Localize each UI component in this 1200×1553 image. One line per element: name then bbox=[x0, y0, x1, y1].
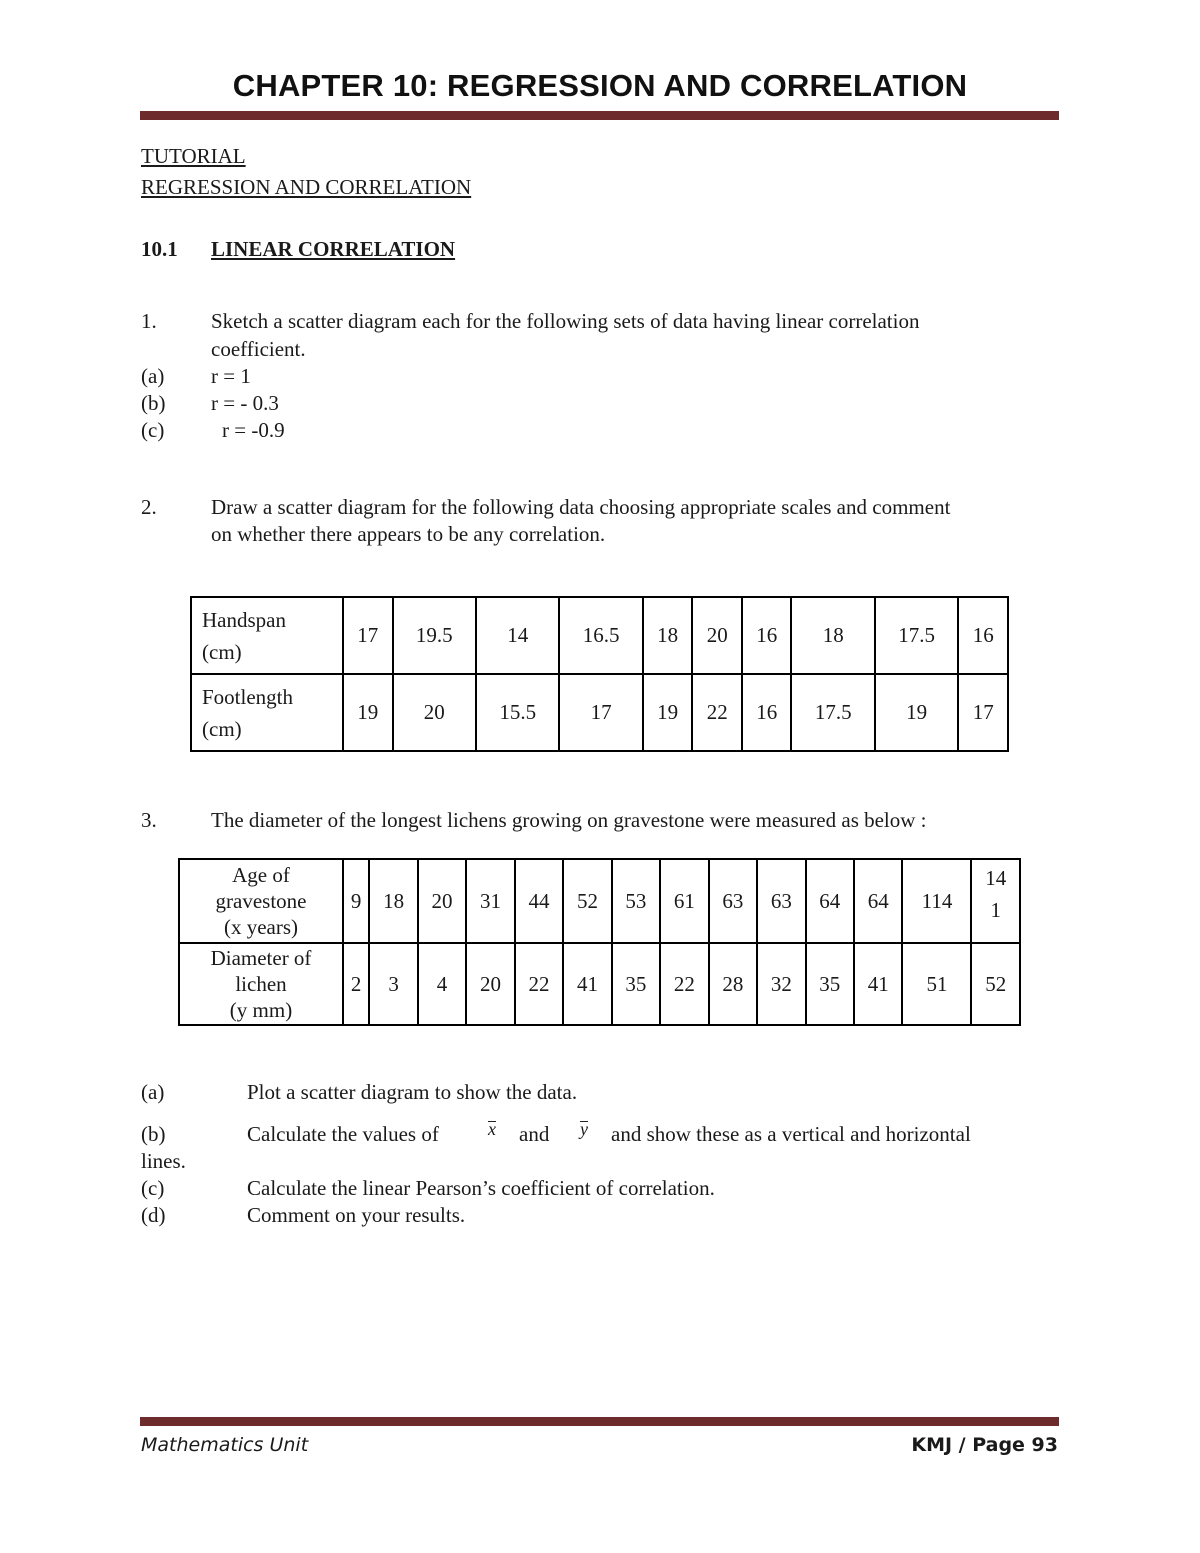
table-cell: 114 bbox=[902, 859, 971, 943]
q1-part-text: r = - 0.3 bbox=[211, 391, 279, 415]
table-cell: 35 bbox=[806, 943, 854, 1025]
row-header-age bbox=[179, 859, 343, 943]
row-header-line: Diameter of bbox=[210, 946, 312, 970]
q3-part-b-text2: and show these as a vertical and horizontal bbox=[611, 1122, 971, 1146]
table-cell: 19.5 bbox=[393, 597, 476, 674]
table-row bbox=[179, 943, 1020, 1025]
q1-number: 1. bbox=[141, 309, 157, 333]
table-cell: 64 bbox=[806, 859, 854, 943]
table-cell: 14 bbox=[476, 597, 559, 674]
row-header-line: Age of bbox=[232, 863, 290, 887]
table-cell: 64 bbox=[854, 859, 902, 943]
table-row bbox=[179, 859, 1020, 943]
q3-part-d-label: (d) bbox=[141, 1203, 166, 1227]
table-cell: 31 bbox=[466, 859, 514, 943]
table-cell: 22 bbox=[660, 943, 708, 1025]
table-cell: 52 bbox=[563, 859, 611, 943]
table-cell: 63 bbox=[709, 859, 757, 943]
q3-part-b-text3: lines. bbox=[141, 1149, 186, 1173]
header-rule bbox=[140, 111, 1059, 120]
q3-part-b-text1: Calculate the values of bbox=[247, 1122, 439, 1146]
table-cell: 2 bbox=[343, 943, 369, 1025]
q3-part-a-label: (a) bbox=[141, 1080, 165, 1104]
q2-text-line1: Draw a scatter diagram for the following data choosing appropriate scales and comment bbox=[211, 495, 951, 519]
table-cell: 16 bbox=[742, 597, 792, 674]
q1-part-text: r = 1 bbox=[211, 364, 251, 388]
q1-text-line2: coefficient. bbox=[211, 337, 306, 361]
table-cell: 17.5 bbox=[791, 674, 874, 751]
table-cell: 20 bbox=[692, 597, 742, 674]
cell-line: 14 bbox=[985, 866, 1007, 890]
table-cell: 9 bbox=[343, 859, 369, 943]
q3-part-b-label: (b) bbox=[141, 1122, 166, 1146]
section-title: LINEAR CORRELATION bbox=[211, 237, 456, 261]
table-cell: 18 bbox=[643, 597, 693, 674]
row-header-line: (cm) bbox=[202, 716, 242, 741]
table-cell: 4 bbox=[418, 943, 466, 1025]
table-cell: 17 bbox=[559, 674, 642, 751]
table-cell: 52 bbox=[971, 943, 1020, 1025]
table-cell: 3 bbox=[369, 943, 417, 1025]
q2-number: 2. bbox=[141, 495, 157, 519]
table-row bbox=[191, 674, 1008, 751]
lichen-table bbox=[178, 858, 1021, 1026]
table-cell: 53 bbox=[612, 859, 660, 943]
x-bar-symbol bbox=[488, 1116, 496, 1141]
table-row bbox=[191, 597, 1008, 674]
q1-part-text: r = -0.9 bbox=[222, 418, 285, 442]
table-cell: 17.5 bbox=[875, 597, 958, 674]
table-cell: 19 bbox=[875, 674, 958, 751]
table-cell: 22 bbox=[515, 943, 563, 1025]
row-header-line: Handspan bbox=[202, 607, 286, 632]
q3-part-d-text: Comment on your results. bbox=[247, 1203, 466, 1227]
q1-part-label: (b) bbox=[141, 391, 166, 415]
table-cell: 16 bbox=[742, 674, 792, 751]
y-bar: y bbox=[580, 1119, 588, 1139]
y-bar-symbol bbox=[580, 1116, 588, 1141]
row-header-line: lichen bbox=[235, 972, 287, 996]
q3-part-c-label: (c) bbox=[141, 1176, 165, 1200]
table-cell: 32 bbox=[757, 943, 805, 1025]
x-bar: x bbox=[488, 1119, 496, 1139]
table-cell: 19 bbox=[343, 674, 393, 751]
row-header-line: Footlength bbox=[202, 684, 294, 709]
q2-text-line2: on whether there appears to be any correlation. bbox=[211, 522, 606, 546]
subtitle-heading: REGRESSION AND CORRELATION bbox=[141, 175, 472, 199]
table-cell: 63 bbox=[757, 859, 805, 943]
table-cell: 35 bbox=[612, 943, 660, 1025]
chapter-title: CHAPTER 10: REGRESSION AND CORRELATION bbox=[232, 68, 968, 103]
table-cell: 20 bbox=[466, 943, 514, 1025]
table-cell: 61 bbox=[660, 859, 708, 943]
q1-part-label: (a) bbox=[141, 364, 165, 388]
section-number: 10.1 bbox=[141, 237, 178, 261]
table-cell: 17 bbox=[343, 597, 393, 674]
cell-line: 1 bbox=[990, 898, 1001, 922]
footer-unit: Mathematics Unit bbox=[141, 1434, 309, 1456]
table-cell: 41 bbox=[854, 943, 902, 1025]
row-header-line: gravestone bbox=[215, 889, 307, 913]
q3-text: The diameter of the longest lichens growing on gravestone were measured as below : bbox=[211, 808, 927, 832]
row-header-line: (cm) bbox=[202, 639, 242, 664]
table-cell: 41 bbox=[563, 943, 611, 1025]
handspan-footlength-table bbox=[190, 596, 1009, 752]
tutorial-heading: TUTORIAL bbox=[141, 144, 246, 168]
table-cell: 16 bbox=[958, 597, 1008, 674]
q3-part-b-and: and bbox=[519, 1122, 550, 1146]
q1-text-line1: Sketch a scatter diagram each for the following sets of data having linear correlation bbox=[211, 309, 920, 333]
table-cell: 19 bbox=[643, 674, 693, 751]
table-cell bbox=[971, 859, 1020, 943]
table-cell: 22 bbox=[692, 674, 742, 751]
table-cell: 18 bbox=[791, 597, 874, 674]
row-header-handspan bbox=[191, 597, 343, 674]
footer-rule bbox=[140, 1417, 1059, 1426]
table-cell: 15.5 bbox=[476, 674, 559, 751]
table-cell: 16.5 bbox=[559, 597, 642, 674]
table-cell: 51 bbox=[902, 943, 971, 1025]
q3-part-a-text: Plot a scatter diagram to show the data. bbox=[247, 1080, 578, 1104]
table-cell: 28 bbox=[709, 943, 757, 1025]
row-header-line: (y mm) bbox=[229, 998, 293, 1022]
row-header-footlength bbox=[191, 674, 343, 751]
footer-page-number: KMJ / Page 93 bbox=[911, 1434, 1058, 1456]
q1-part-label: (c) bbox=[141, 418, 165, 442]
q3-part-c-text: Calculate the linear Pearson’s coefficient of correlation. bbox=[247, 1176, 715, 1200]
table-cell: 20 bbox=[418, 859, 466, 943]
table-cell: 20 bbox=[393, 674, 476, 751]
q3-number: 3. bbox=[141, 808, 157, 832]
row-header-line: (x years) bbox=[223, 915, 299, 939]
table-cell: 17 bbox=[958, 674, 1008, 751]
row-header-diameter bbox=[179, 943, 343, 1025]
table-cell: 18 bbox=[369, 859, 417, 943]
table-cell: 44 bbox=[515, 859, 563, 943]
